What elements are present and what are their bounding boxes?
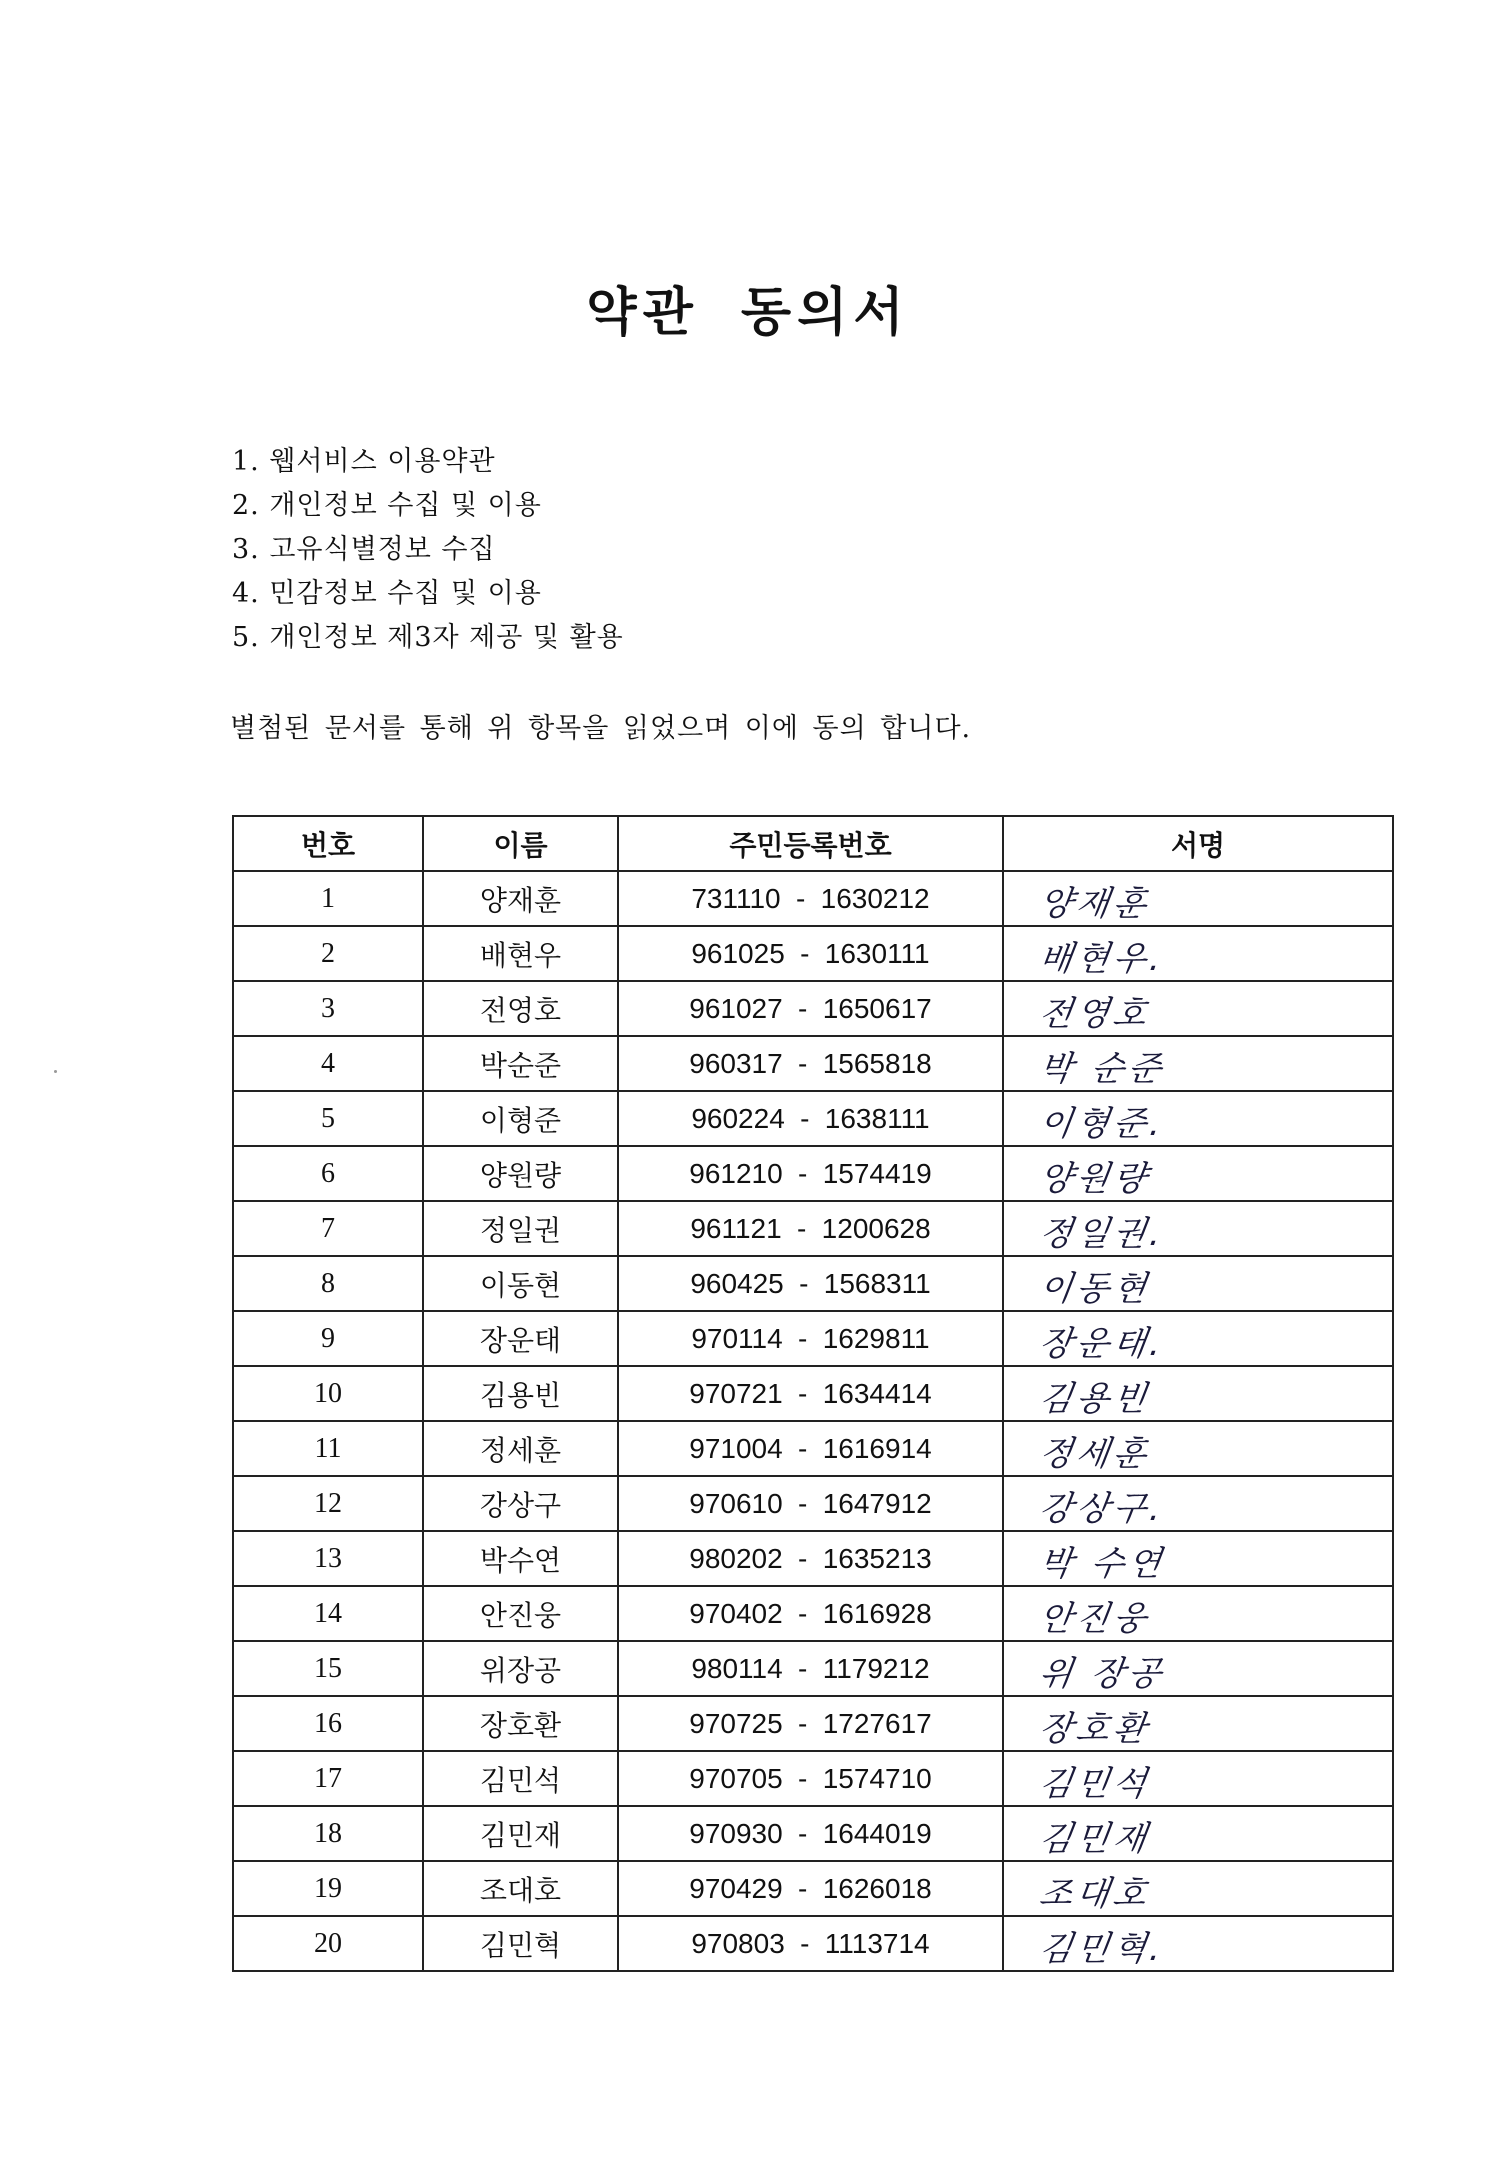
rrn-front: 971004	[689, 1432, 783, 1464]
rrn-dash: -	[800, 937, 810, 969]
row-number: 3	[233, 981, 423, 1036]
rrn-dash: -	[798, 1597, 808, 1629]
rrn-front: 980114	[691, 1652, 783, 1684]
rrn-dash: -	[798, 1047, 808, 1079]
row-name: 박수연	[423, 1531, 618, 1586]
handwritten-signature: 이형준.	[1036, 1104, 1168, 1144]
rrn-front: 980202	[689, 1542, 783, 1574]
rrn-front: 960317	[689, 1047, 783, 1079]
row-rrn	[618, 1201, 1003, 1256]
rrn-front: 961027	[689, 992, 783, 1024]
table-row	[233, 1256, 1393, 1311]
rrn-front: 970402	[689, 1597, 783, 1629]
row-rrn	[618, 871, 1003, 926]
rrn-back: 1626018	[822, 1872, 932, 1904]
row-signature-cell	[1003, 1696, 1393, 1751]
consent-item: 5. 개인정보 제3자 제공 및 활용	[232, 622, 624, 653]
row-name: 양재훈	[423, 871, 618, 926]
rrn-back: 1634414	[822, 1377, 932, 1409]
row-name: 박순준	[423, 1036, 618, 1091]
table-row	[233, 1201, 1393, 1256]
row-name: 정일권	[423, 1201, 618, 1256]
table-row	[233, 1476, 1393, 1531]
row-name: 이형준	[423, 1091, 618, 1146]
table-row	[233, 1916, 1393, 1971]
row-name: 김용빈	[423, 1366, 618, 1421]
rrn-front: 731110	[691, 882, 781, 914]
document-title: 약관 동의서	[586, 283, 910, 343]
rrn-back: 1650617	[822, 992, 932, 1024]
table-row	[233, 1421, 1393, 1476]
rrn-back: 1200628	[821, 1212, 931, 1244]
row-rrn	[618, 1806, 1003, 1861]
row-rrn	[618, 1421, 1003, 1476]
rrn-dash: -	[797, 1212, 807, 1244]
consent-item: 2. 개인정보 수집 및 이용	[232, 490, 542, 521]
handwritten-signature: 양재훈	[1036, 884, 1153, 924]
rrn-dash: -	[798, 1542, 808, 1574]
row-rrn	[618, 1696, 1003, 1751]
row-rrn	[618, 1476, 1003, 1531]
table-row	[233, 1696, 1393, 1751]
rrn-front: 970930	[689, 1817, 783, 1849]
row-signature-cell	[1003, 1641, 1393, 1696]
rrn-front: 970803	[691, 1927, 785, 1959]
rrn-back: 1727617	[822, 1707, 932, 1739]
rrn-back: 1616928	[822, 1597, 932, 1629]
rrn-dash: -	[798, 1432, 808, 1464]
scan-speck	[54, 1070, 57, 1073]
row-name: 안진웅	[423, 1586, 618, 1641]
signature-table	[232, 815, 1394, 1972]
handwritten-signature: 강상구.	[1036, 1489, 1168, 1529]
row-signature-cell	[1003, 1916, 1393, 1971]
row-signature-cell	[1003, 1531, 1393, 1586]
row-number: 15	[233, 1641, 423, 1696]
rrn-front: 970721	[689, 1377, 783, 1409]
rrn-dash: -	[798, 1707, 808, 1739]
row-rrn	[618, 1641, 1003, 1696]
row-signature-cell	[1003, 1366, 1393, 1421]
row-signature-cell	[1003, 1146, 1393, 1201]
header-number: 번호	[233, 816, 423, 871]
row-number: 4	[233, 1036, 423, 1091]
rrn-dash: -	[800, 1102, 810, 1134]
rrn-dash: -	[798, 1652, 808, 1684]
row-number: 10	[233, 1366, 423, 1421]
row-number: 2	[233, 926, 423, 981]
row-name: 정세훈	[423, 1421, 618, 1476]
row-number: 9	[233, 1311, 423, 1366]
rrn-front: 960425	[690, 1267, 784, 1299]
rrn-back: 1565818	[822, 1047, 932, 1079]
row-number: 11	[233, 1421, 423, 1476]
handwritten-signature: 양원량	[1036, 1159, 1153, 1199]
consent-item: 3. 고유식별정보 수집	[232, 534, 496, 565]
rrn-dash: -	[799, 1267, 809, 1299]
table-row	[233, 1036, 1393, 1091]
row-number: 12	[233, 1476, 423, 1531]
table-row	[233, 1806, 1393, 1861]
row-name: 위장공	[423, 1641, 618, 1696]
table-row	[233, 871, 1393, 926]
consent-item: 4. 민감정보 수집 및 이용	[232, 578, 542, 609]
row-number: 19	[233, 1861, 423, 1916]
rrn-dash: -	[795, 882, 806, 914]
row-number: 13	[233, 1531, 423, 1586]
rrn-front: 970114	[691, 1322, 783, 1354]
row-rrn	[618, 1256, 1003, 1311]
handwritten-signature: 정세훈	[1036, 1434, 1153, 1474]
row-name: 이동현	[423, 1256, 618, 1311]
handwritten-signature: 장운태.	[1036, 1324, 1168, 1364]
rrn-dash: -	[798, 1157, 808, 1189]
header-rrn: 주민등록번호	[618, 816, 1003, 871]
table-row	[233, 1531, 1393, 1586]
handwritten-signature: 김민재	[1036, 1819, 1153, 1859]
row-signature-cell	[1003, 1201, 1393, 1256]
table-row	[233, 1311, 1393, 1366]
row-signature-cell	[1003, 1586, 1393, 1641]
table-row	[233, 1146, 1393, 1201]
table-body	[233, 871, 1393, 1971]
row-rrn	[618, 1586, 1003, 1641]
handwritten-signature: 위 장공	[1036, 1654, 1168, 1694]
handwritten-signature: 김민혁.	[1036, 1929, 1168, 1969]
row-signature-cell	[1003, 1311, 1393, 1366]
row-number: 1	[233, 871, 423, 926]
rrn-back: 1113714	[824, 1927, 930, 1959]
table-header-row	[233, 816, 1393, 871]
row-name: 전영호	[423, 981, 618, 1036]
consent-item: 1. 웹서비스 이용약관	[232, 446, 496, 477]
handwritten-signature: 정일권.	[1036, 1214, 1168, 1254]
row-rrn	[618, 1036, 1003, 1091]
row-name: 김민석	[423, 1751, 618, 1806]
row-number: 5	[233, 1091, 423, 1146]
row-name: 배현우	[423, 926, 618, 981]
row-signature-cell	[1003, 871, 1393, 926]
table-row	[233, 1751, 1393, 1806]
row-signature-cell	[1003, 1861, 1393, 1916]
row-signature-cell	[1003, 1806, 1393, 1861]
rrn-dash: -	[798, 1762, 808, 1794]
rrn-back: 1635213	[822, 1542, 932, 1574]
row-signature-cell	[1003, 1421, 1393, 1476]
handwritten-signature: 김용빈	[1036, 1379, 1153, 1419]
rrn-back: 1574419	[822, 1157, 932, 1189]
row-rrn	[618, 1146, 1003, 1201]
table-row	[233, 1366, 1393, 1421]
row-signature-cell	[1003, 1751, 1393, 1806]
rrn-back: 1616914	[822, 1432, 932, 1464]
row-rrn	[618, 1311, 1003, 1366]
row-rrn	[618, 926, 1003, 981]
rrn-dash: -	[798, 1377, 808, 1409]
rrn-front: 970610	[689, 1487, 783, 1519]
rrn-dash: -	[798, 1817, 808, 1849]
row-rrn	[618, 1916, 1003, 1971]
row-rrn	[618, 1091, 1003, 1146]
row-number: 7	[233, 1201, 423, 1256]
table-row	[233, 1586, 1393, 1641]
row-name: 김민재	[423, 1806, 618, 1861]
table-row	[233, 981, 1393, 1036]
table-row	[233, 1091, 1393, 1146]
consent-items-list	[232, 440, 624, 660]
row-number: 18	[233, 1806, 423, 1861]
row-rrn	[618, 1366, 1003, 1421]
table-row	[233, 926, 1393, 981]
rrn-back: 1568311	[823, 1267, 931, 1299]
rrn-back: 1574710	[822, 1762, 932, 1794]
row-signature-cell	[1003, 1256, 1393, 1311]
rrn-back: 1638111	[824, 1102, 930, 1134]
row-name: 조대호	[423, 1861, 618, 1916]
handwritten-signature: 박 순준	[1036, 1049, 1168, 1089]
handwritten-signature: 배현우.	[1036, 939, 1168, 979]
table-row	[233, 1861, 1393, 1916]
table-row	[233, 1641, 1393, 1696]
rrn-back: 1630212	[820, 882, 930, 914]
rrn-dash: -	[798, 1872, 808, 1904]
handwritten-signature: 박 수연	[1036, 1544, 1168, 1584]
rrn-dash: -	[798, 1322, 808, 1354]
row-rrn	[618, 1531, 1003, 1586]
rrn-front: 970725	[689, 1707, 783, 1739]
row-number: 14	[233, 1586, 423, 1641]
row-rrn	[618, 1861, 1003, 1916]
rrn-front: 961121	[690, 1212, 782, 1244]
rrn-dash: -	[798, 992, 808, 1024]
row-rrn	[618, 981, 1003, 1036]
row-signature-cell	[1003, 1036, 1393, 1091]
header-signature: 서명	[1003, 816, 1393, 871]
rrn-front: 960224	[691, 1102, 785, 1134]
rrn-dash: -	[800, 1927, 810, 1959]
handwritten-signature: 장호환	[1036, 1709, 1153, 1749]
handwritten-signature: 전영호	[1036, 994, 1153, 1034]
consent-statement: 별첨된 문서를 통해 위 항목을 읽었으며 이에 동의 합니다.	[230, 713, 972, 744]
row-signature-cell	[1003, 981, 1393, 1036]
handwritten-signature: 이동현	[1036, 1269, 1153, 1309]
row-signature-cell	[1003, 926, 1393, 981]
handwritten-signature: 안진웅	[1036, 1599, 1153, 1639]
row-name: 장운태	[423, 1311, 618, 1366]
rrn-front: 961210	[689, 1157, 783, 1189]
rrn-front: 970429	[689, 1872, 783, 1904]
rrn-front: 970705	[689, 1762, 783, 1794]
rrn-back: 1644019	[822, 1817, 932, 1849]
rrn-dash: -	[798, 1487, 808, 1519]
handwritten-signature: 조대호	[1036, 1874, 1153, 1914]
row-number: 6	[233, 1146, 423, 1201]
row-signature-cell	[1003, 1091, 1393, 1146]
row-number: 20	[233, 1916, 423, 1971]
rrn-back: 1629811	[822, 1322, 930, 1354]
row-name: 장호환	[423, 1696, 618, 1751]
row-signature-cell	[1003, 1476, 1393, 1531]
row-number: 16	[233, 1696, 423, 1751]
row-name: 양원량	[423, 1146, 618, 1201]
row-name: 김민혁	[423, 1916, 618, 1971]
row-number: 8	[233, 1256, 423, 1311]
handwritten-signature: 김민석	[1036, 1764, 1153, 1804]
rrn-back: 1179212	[822, 1652, 930, 1684]
row-number: 17	[233, 1751, 423, 1806]
row-name: 강상구	[423, 1476, 618, 1531]
rrn-back: 1647912	[822, 1487, 932, 1519]
header-name: 이름	[423, 816, 618, 871]
rrn-front: 961025	[691, 937, 785, 969]
rrn-back: 1630111	[824, 937, 930, 969]
row-rrn	[618, 1751, 1003, 1806]
